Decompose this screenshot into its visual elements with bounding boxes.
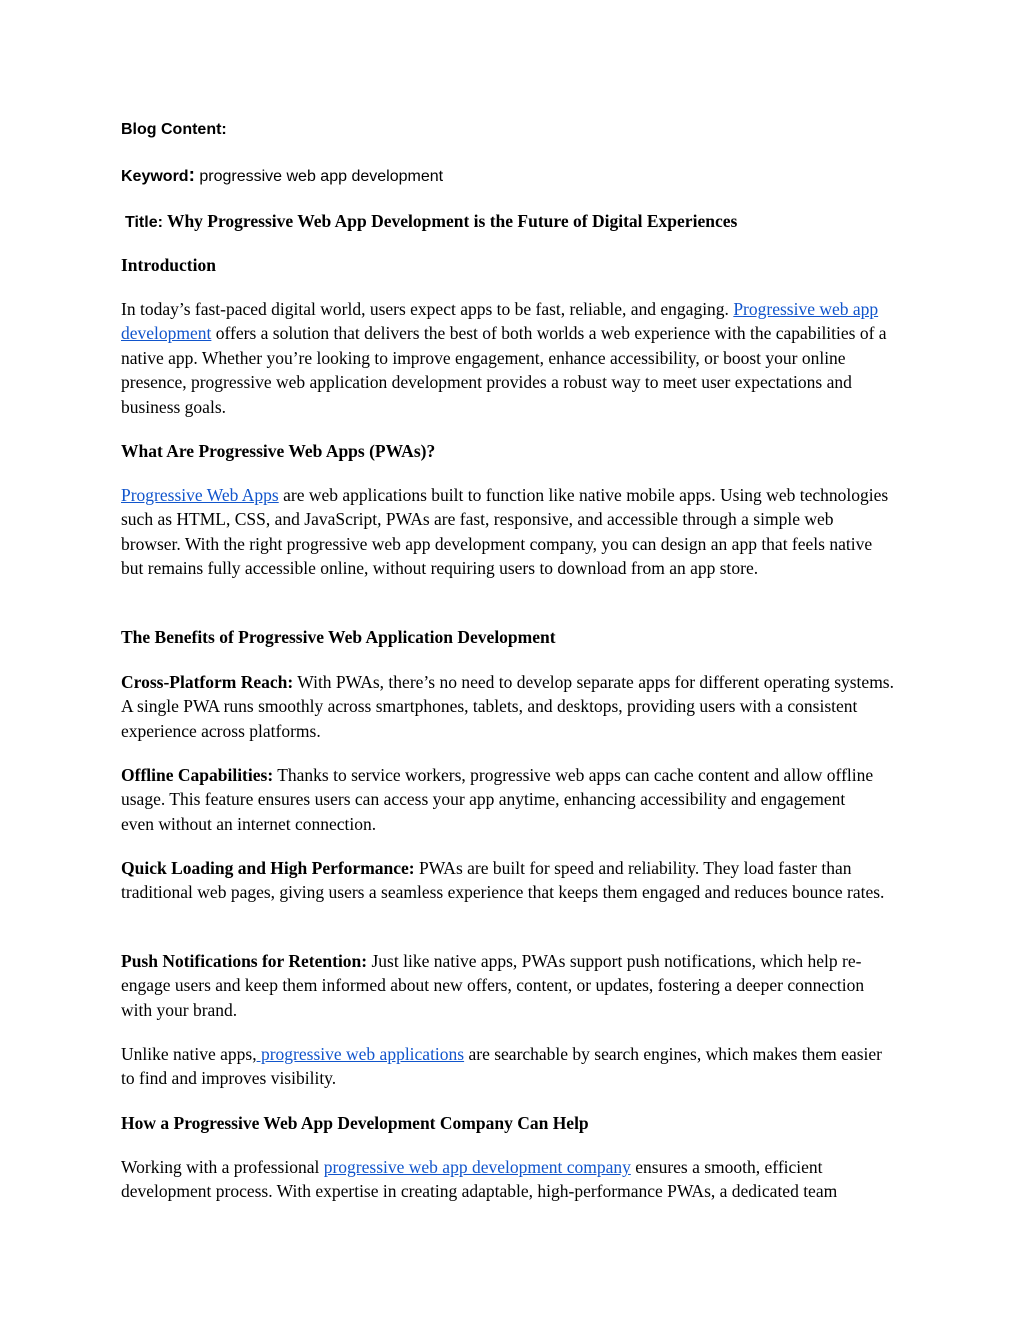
keyword-label: Keyword [121,168,189,185]
pwa-development-link[interactable]: Progressive web app development [121,299,879,344]
company-heading: How a Progressive Web App Development Company Can Help [121,1113,589,1133]
keyword-value: progressive web app development [194,168,444,185]
title-label: Title: [125,214,163,231]
benefit-performance: Quick Loading and High Performance: PWAs are built for speed and reliability. They load faster than traditional web pages, giving users a seamless experience that keeps them engaged and reduces bounce rates. [121,858,885,903]
what-are-pwas-heading: What Are Progressive Web Apps (PWAs)? [121,441,436,461]
pwa-company-link[interactable]: progressive web app development company [323,1157,631,1177]
company-paragraph: Working with a professional progressive web app development company ensures a smooth, efficient development process. With expertise in creating adaptable, high-performance PWAs, a dedicated team [121,1157,838,1202]
benefit-push: Push Notifications for Retention: Just like native apps, PWAs support push notifications, which help re-engage users and keep them informed about new offers, content, or updates, fostering a deeper connection with your brand. [121,951,865,1020]
unlike-native-paragraph: Unlike native apps, progressive web applications are searchable by search engines, which makes them easier to find and improves visibility. [121,1044,882,1089]
blog-content-label: Blog Content: [121,121,227,138]
progressive-web-applications-link[interactable]: progressive web applications [256,1044,465,1064]
progressive-web-apps-link[interactable]: Progressive Web Apps [121,485,279,505]
keyword-colon: : [188,165,195,186]
title-value: Why Progressive Web App Development is the Future of Digital Experiences [166,211,738,231]
intro-heading: Introduction [121,255,216,275]
benefit-offline: Offline Capabilities: Thanks to service workers, progressive web apps can cache content and allow offline usage. This feature ensures users can access your app anytime, enhancing accessibility and engagement even without an internet connection. [121,765,874,834]
title-line [125,209,737,235]
what-paragraph: Progressive Web Apps are web applications built to function like native mobile apps. Using web technologies such as HTML, CSS, and JavaScript, PWAs are fast, responsive, and accessible through a simple web browser. With the right progressive web app development company, you can design an app that feels native but remains fully accessible online, without requiring users to download from an app store. [121,485,889,579]
intro-paragraph: In today’s fast-paced digital world, users expect apps to be fast, reliable, and engaging. Progressive web app development offers a solution that delivers the best of both worlds a web experience with the capabilities of a native app. Whether you’re looking to improve engagement, enhance accessibility, or boost your online presence, progressive web application development provides a robust way to meet user expectations and business goals. [121,299,887,417]
benefit-cross-platform: Cross-Platform Reach: With PWAs, there’s no need to develop separate apps for different operating systems. A single PWA runs smoothly across smartphones, tablets, and desktops, providing users with a consistent experience across platforms. [121,672,894,741]
keyword-line [121,164,443,189]
benefits-heading: The Benefits of Progressive Web Application Development [121,627,556,647]
